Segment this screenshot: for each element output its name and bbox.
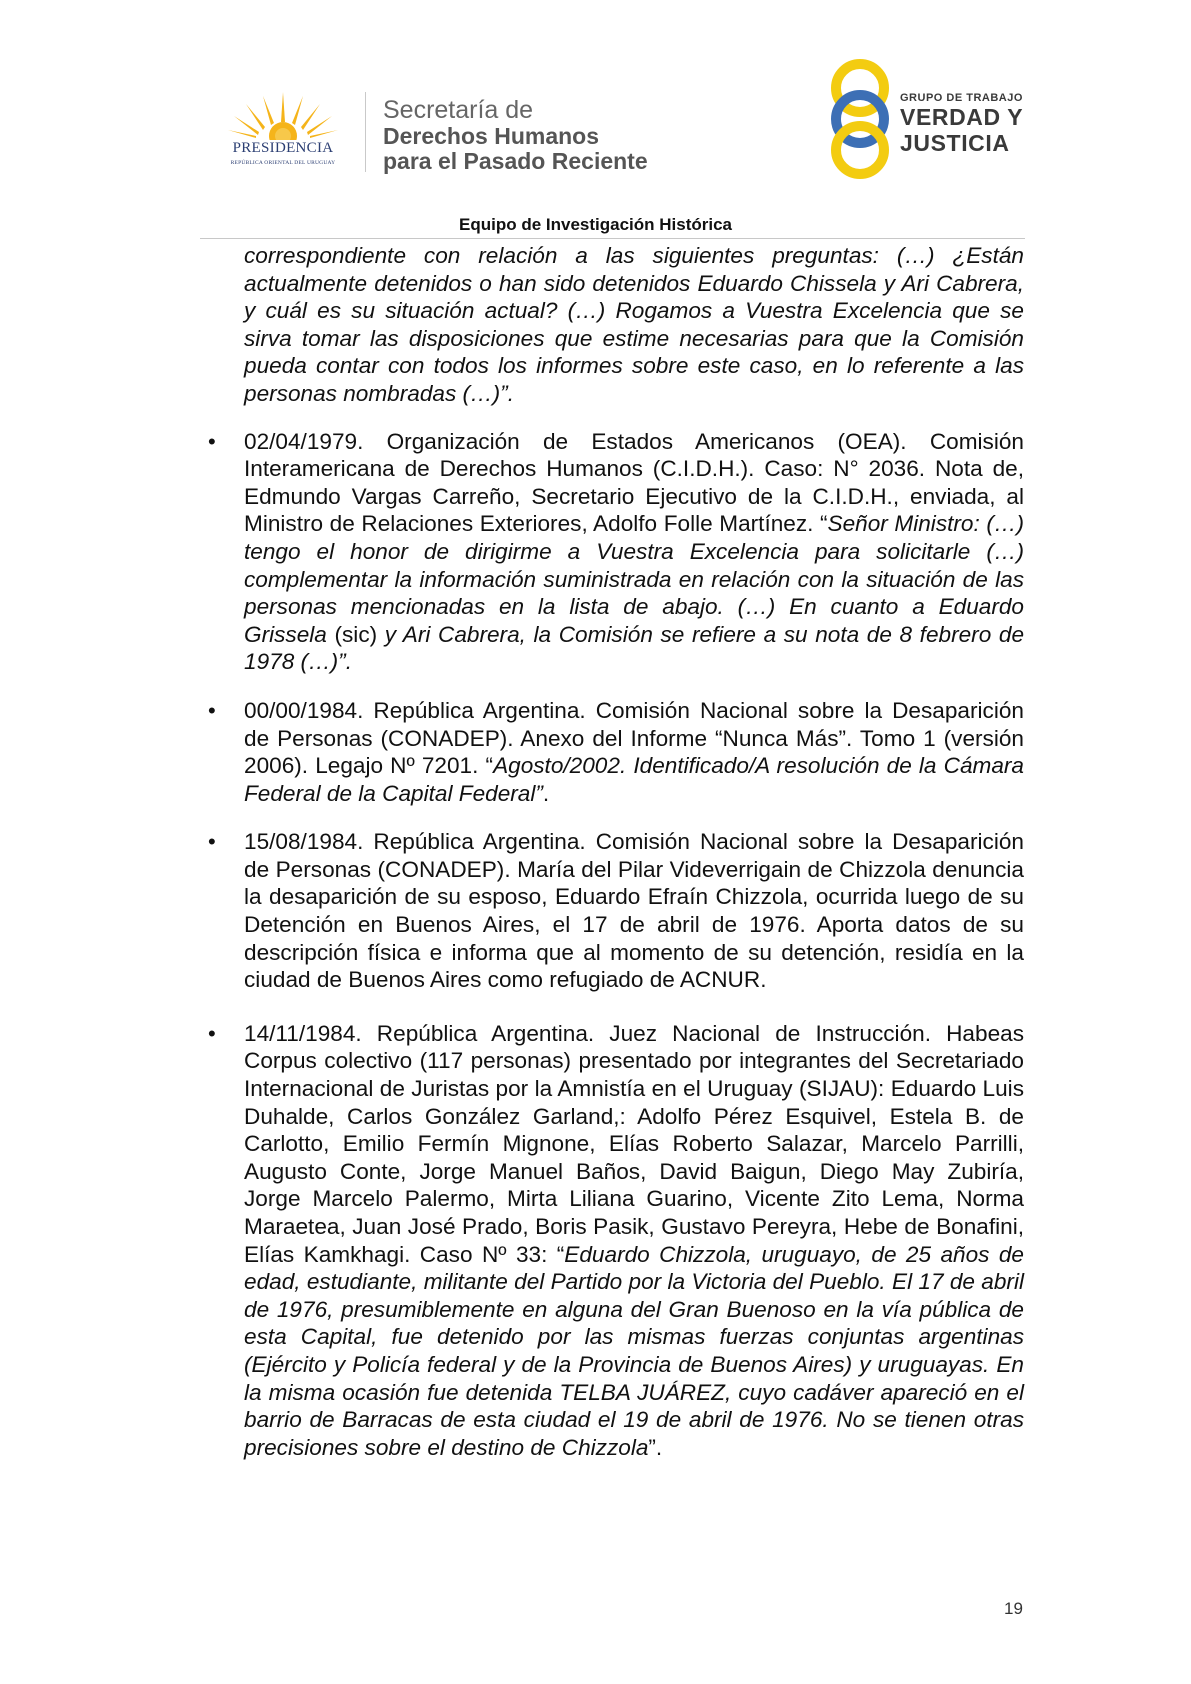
verdad-justicia-text [900,92,1023,156]
secretaria-logo-text [383,96,648,174]
entry-quote: Señor Ministro: (…) tengo el honor de dirigirme a Vuestra Excelencia para solicitarle (…) complementar la información suministrada en relación con la situación de las personas mencionadas en la lista de abajo. (…) En cuanto a Eduardo Grissela [244,511,1024,647]
presidencia-subtitle: REPÚBLICA ORIENTAL DEL URUGUAY [230,160,336,166]
entry-quote: Eduardo Chizzola, uruguayo, de 25 años de edad, estudiante, militante del Partido por la Victoria del Pueblo. El 17 de abril de 1976, presumiblemente en alguna del Gran Buenoso en la vía pública de esta Capital, fue detenido por las mismas fuerzas conjuntas argentinas (Ejército y Policía federal y de la Provincia de Buenos Aires) y uruguayas. En la misma ocasión fue detenida TELBA JUÁREZ, cuyo cadáver apareció en el barrio de Barracas de esta ciudad el 19 de abril de 1976. No se tienen otras precisiones sobre el destino de Chizzola [244,1241,1025,1460]
list-item [208,828,1024,994]
entry-text-sic: (sic) [326,621,385,647]
bullet-icon: • [208,1020,216,1046]
logo-divider [365,92,366,172]
page-content [208,242,1025,1482]
sun-icon [208,90,358,140]
continuation-paragraph: correspondiente con relación a las siguientes preguntas: (…) ¿Están actualmente detenidos o han sido detenidos Eduardo Chissela y Ari Cabrera, y cuál es su situación actual? (…) Rogamos a Vuestra Excelencia que se sirva tomar las disposiciones que estime necesarias para que la Comisión pueda contar con todos los informes sobre este caso, en lo referente a las personas nombradas (…)”. [244,243,1024,406]
presidencia-wordmark: PRESIDENCIA [232,140,334,156]
header-rule [200,238,1025,239]
entry-text: 00/00/1984. República Argentina. Comisión Nacional sobre la Desaparición de Personas (CONADEP). Anexo del Informe “Nunca Más”. Tomo 1 (versión 2006). Legajo Nº 7201. “ [244,697,1024,779]
entry-text: 02/04/1979. Organización de Estados Americanos (OEA). Comisión Interamericana de Derechos Humanos (C.I.D.H.). Caso: N° 2036. Nota de, Edmundo Vargas Carreño, Secretario Ejecutivo de la C.I.D.H., enviada, al Ministro de Relaciones Exteriores, Adolfo Folle Martínez. “ [244,428,1024,537]
secretaria-line2: Derechos Humanos [383,123,600,149]
entry-tail: ”. [648,1434,663,1460]
secretaria-line3: para el Pasado Reciente [383,148,648,174]
entry-quote-end: y Ari Cabrera, la Comisión se refiere a su nota de 8 febrero de 1978 (…)”. [244,621,1025,675]
verdad-justicia-rings-icon [820,58,900,180]
entry-text: 15/08/1984. República Argentina. Comisión Nacional sobre la Desaparición de Personas (CONADEP). María del Pilar Videverrigain de Chizzola denuncia la desaparición de su esposo, Eduardo Efraín Chizzola, ocurrida luego de su Detención en Buenos Aires, el 17 de abril de 1976. Aporta datos de su descripción física e informa que al momento de su detención, residía en la ciudad de Buenos Aires como refugiado de ACNUR. [244,829,1024,993]
page-number: 19 [1004,1599,1023,1618]
vj-line2: JUSTICIA [900,130,1010,156]
entry-quote: Agosto/2002. Identificado/A resolución de la Cámara Federal de la Capital Federal” [244,753,1024,806]
bullet-icon: • [208,829,216,855]
presidencia-logo [208,90,358,172]
vj-line1: VERDAD Y [900,104,1024,130]
team-title: Equipo de Investigación Histórica [459,215,732,234]
bullet-icon: • [208,428,216,454]
list-item [208,1020,1025,1462]
list-item [208,697,1024,807]
list-item [208,428,1025,676]
bullet-icon: • [208,697,216,723]
secretaria-line1: Secretaría de [383,96,534,124]
vj-group-label: GRUPO DE TRABAJO [900,92,1023,104]
entry-text: 14/11/1984. República Argentina. Juez Nacional de Instrucción. Habeas Corpus colectivo (117 personas) presentado por integrantes del Secretariado Internacional de Juristas por la Amnistía en el Uruguay (SIJAU): Eduardo Luis Duhalde, Carlos González Garland,: Adolfo Pérez Esquivel, Estela B. de Carlotto, Emilio Fermín Mignone, Elías Roberto Salazar, Marcelo Parrilli, Augusto Conte, Jorge Manuel Baños, David Baigun, Diego May Zubiría, Jorge Marcelo Palermo, Mirta Liliana Guarino, Vicente Zito Lema, Norma Maraetea, Juan José Prado, Boris Pasik, Gustavo Pereyra, Hebe de Bonafini, Elías Kamkhagi. Caso Nº 33: “ [244,1020,1024,1267]
entry-tail: . [542,780,550,806]
page-header [0,0,1191,235]
